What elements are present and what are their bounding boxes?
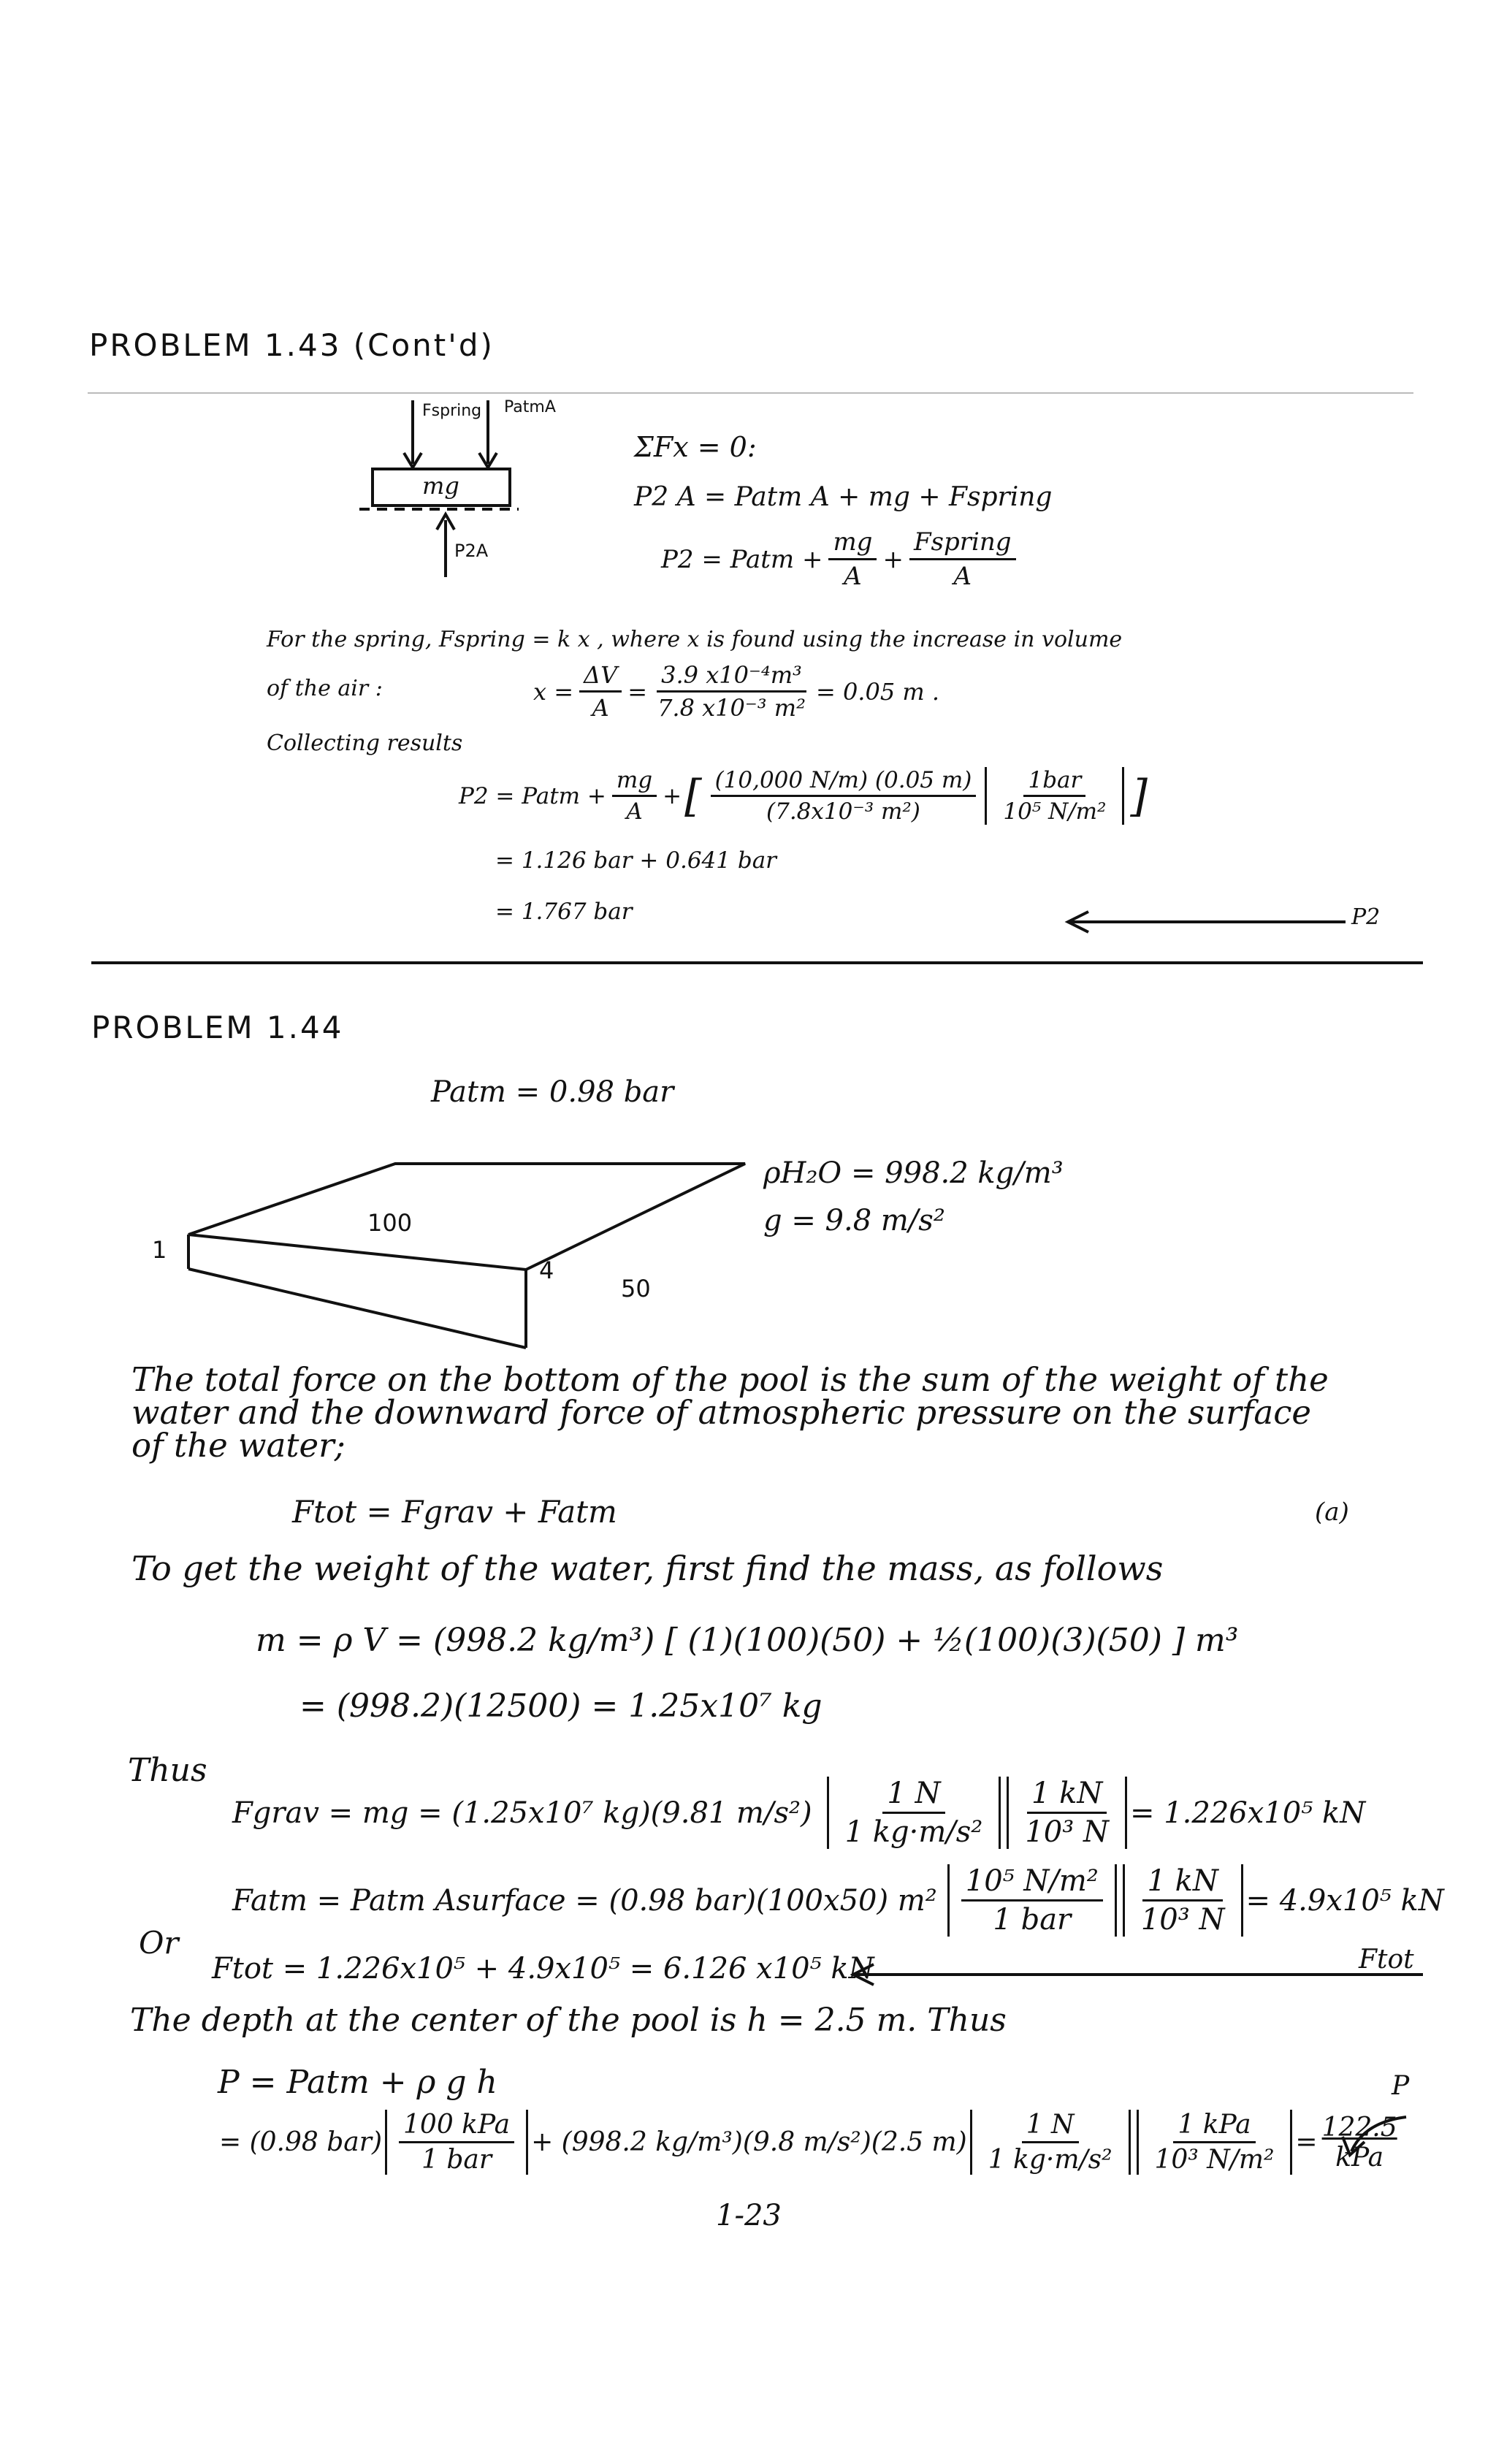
paragraph-line-1: The total force on the bottom of the pool is the sum of the weight of the xyxy=(131,1360,1329,1399)
p2-expression: P2 = Patm + $\frac{mg}{A}$ + $\frac{\text{Fspring}}{A}$ xyxy=(661,527,1022,591)
p2-final-line: = 1.767 bar xyxy=(495,899,633,925)
mass-line-1: m = ρ V = (998.2 kg/m³) [ (1)(100)(50) + ½(100)(3)(50) ] m³ xyxy=(256,1622,1239,1659)
page-number: 1-23 xyxy=(716,2199,782,2232)
p2-sum-line: = 1.126 bar + 0.641 bar xyxy=(495,847,777,874)
paragraph-line-2: water and the downward force of atmospheric pressure on the surface xyxy=(131,1393,1312,1432)
spring-note: For the spring, Fspring = k x , where x is found using the increase in volume xyxy=(267,627,1123,652)
depth-statement: The depth at the center of the pool is h = 2.5 m. Thus xyxy=(130,2002,1007,2039)
p2-result-arrow xyxy=(1068,912,1346,932)
pool-length-label: 100 xyxy=(367,1209,413,1237)
mass-line-2: = (998.2)(12500) = 1.25x10⁷ kg xyxy=(299,1687,823,1725)
thus-label: Thus xyxy=(128,1752,207,1789)
pool-deep-depth: 4 xyxy=(539,1256,554,1284)
fatm-line: Fatm = Patm Asurface = (0.98 bar)(100x50) m² $\frac{\text{10⁵ N/m²}}{\text{1 bar}}$ $\frac{1 kN}{\text{10³ N}}$ = 4.9x10⁵ kN xyxy=(232,1864,1444,1937)
fspring-over-a: $\frac{\text{Fspring}}{A}$ xyxy=(909,527,1016,591)
ftot-result-line: Ftot = 1.226x10⁵ + 4.9x10⁵ = 6.126 x10⁵ kN xyxy=(212,1952,874,1986)
fbd-patma-label: PatmA xyxy=(504,398,556,416)
force-balance-eq: P2 A = Patm A + mg + Fspring xyxy=(634,482,1053,512)
pool-width-label: 50 xyxy=(621,1275,651,1302)
pressure-equation: P = Patm + ρ g h xyxy=(218,2064,497,2101)
equation-label-a: (a) xyxy=(1315,1498,1349,1527)
problem-143-title: PROBLEM 1.43 (Cont'd) xyxy=(89,327,495,363)
ftot-equation: Ftot = Fgrav + Fatm xyxy=(292,1494,617,1530)
pressure-result: 122.5 kPa xyxy=(1321,2112,1397,2173)
fbd-mg-label: mg xyxy=(422,472,459,500)
spring-pressure: $\frac{(10,000 N/m) (0.05 m)}{\text{(7.8x10⁻³ m²)}}$ xyxy=(711,767,977,825)
air-label: of the air : xyxy=(267,676,383,701)
ftot-result-arrow xyxy=(853,1964,1423,1985)
pressure-line: = (0.98 bar) $\frac{\text{100 kPa}}{\text{1 bar}}$ + (998.2 kg/m³)(9.8 m/s²)(2.5 m) $\frac{1 N}{\text{1 kg·m/s²}}$ $\frac{\text{1 kPa}}{\text{10³ N/m²}}$ = 122.5 kPa xyxy=(219,2110,1397,2175)
mass-intro: To get the weight of the water, first find the mass, as follows xyxy=(131,1549,1164,1588)
dv-over-a: $\frac{\Delta V}{A}$ xyxy=(579,661,622,722)
p2-arrow-label: P2 xyxy=(1351,904,1381,930)
fbd-fspring-label: Fspring xyxy=(422,402,482,420)
paragraph-line-3: of the water; xyxy=(131,1426,346,1465)
mg-over-a: $\frac{mg}{A}$ xyxy=(828,527,877,591)
ftot-arrow-label: Ftot xyxy=(1359,1945,1414,1975)
volume-over-area: $\frac{\text{3.9 x10⁻⁴m³}}{\text{7.8 x10⁻³ m²}}$ xyxy=(657,661,806,722)
or-label: Or xyxy=(139,1925,179,1961)
p2-result-expression: P2 = Patm + $\frac{mg}{A}$ + [ $\frac{(10,000 N/m) (0.05 m)}{\text{(7.8x10⁻³ m²)}}$ $\frac{\text{1bar}}{\text{10⁵ N/m²}}$ ] xyxy=(459,767,1148,825)
water-density: ρH₂O = 998.2 kg/m³ xyxy=(763,1156,1064,1190)
pool-diagram xyxy=(188,1164,745,1348)
fgrav-line: Fgrav = mg = (1.25x10⁷ kg)(9.81 m/s²) $\frac{1 N}{\text{1 kg·m/s²}}$ $\frac{1 kN}{\text{10³ N}}$ = 1.226x10⁵ kN xyxy=(232,1777,1366,1849)
x-equation: x = $\frac{\Delta V}{A}$ = $\frac{\text{3.9 x10⁻⁴m³}}{\text{7.8 x10⁻³ m²}}$ = 0.05 m . xyxy=(533,661,940,722)
bar-conversion: $\frac{\text{1bar}}{\text{10⁵ N/m²}}$ xyxy=(1003,767,1107,825)
pressure-arrow-label: P xyxy=(1392,2071,1410,2101)
sum-forces: ΣFx = 0: xyxy=(634,431,757,463)
patm-value: Patm = 0.98 bar xyxy=(431,1075,674,1109)
problem-144-title: PROBLEM 1.44 xyxy=(91,1010,344,1045)
gravity: g = 9.8 m/s² xyxy=(763,1204,945,1237)
p2-lhs: P2 = Patm + xyxy=(661,544,823,574)
fbd-p2a-label: P2A xyxy=(454,541,489,561)
pool-shallow-depth: 1 xyxy=(152,1236,167,1264)
collecting-results: Collecting results xyxy=(267,731,463,756)
